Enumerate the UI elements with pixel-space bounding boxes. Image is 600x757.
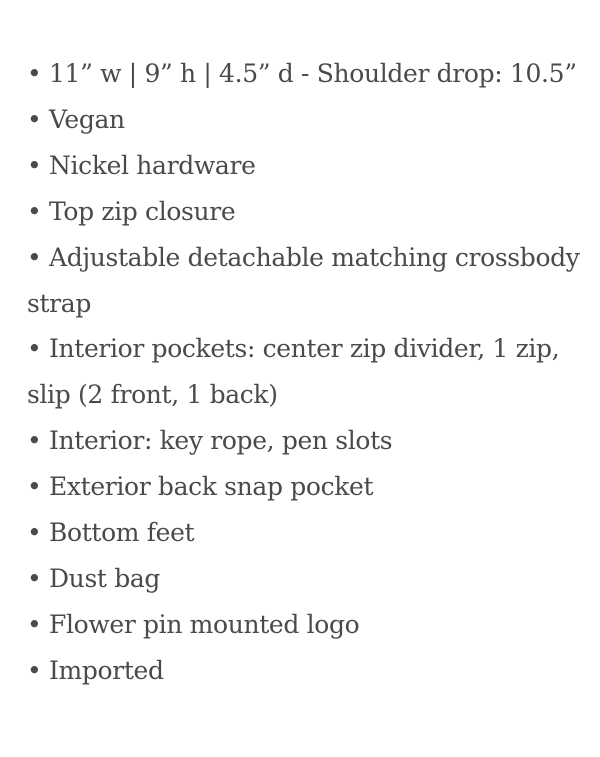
feature-strap: • Adjustable detachable matching crossbody strap xyxy=(27,242,580,318)
feature-dust-bag: • Dust bag xyxy=(27,563,161,593)
feature-interior-pockets: • Interior pockets: center zip divider, 1 zip, slip (2 front, 1 back) xyxy=(27,334,560,410)
feature-dimensions: • 11” w | 9” h | 4.5” d - Shoulder drop: 10.5” xyxy=(27,59,577,88)
feature-imported: • Imported xyxy=(27,655,164,685)
product-details-list xyxy=(27,51,587,694)
feature-hardware: • Nickel hardware xyxy=(27,150,256,180)
feature-logo: • Flower pin mounted logo xyxy=(27,609,360,639)
feature-interior: • Interior: key rope, pen slots xyxy=(27,426,393,456)
feature-bottom-feet: • Bottom feet xyxy=(27,518,195,548)
feature-vegan: • Vegan xyxy=(27,104,125,134)
feature-exterior-pocket: • Exterior back snap pocket xyxy=(27,472,374,502)
feature-closure: • Top zip closure xyxy=(27,196,236,226)
